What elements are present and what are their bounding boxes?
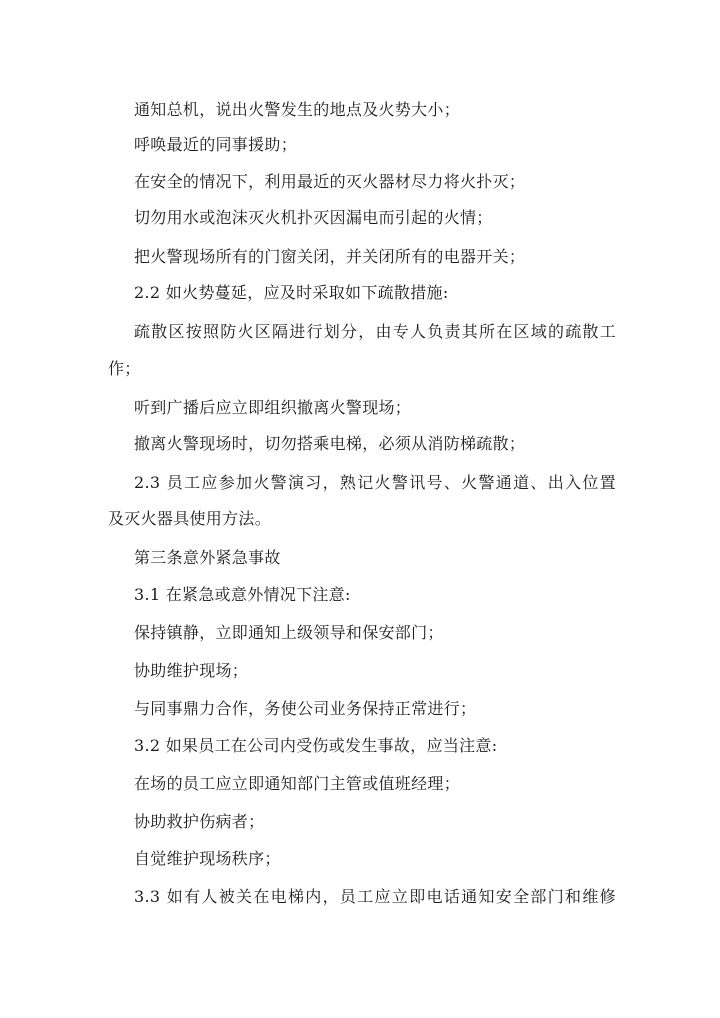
article-heading: 第三条意外紧急事故 bbox=[134, 548, 281, 567]
text-line: 撤离火警现场时，切勿搭乘电梯，必须从消防梯疏散； bbox=[134, 434, 526, 453]
section-heading: 3.3 如有人被关在电梯内，员工应立即电话通知安全部门和维修 bbox=[134, 887, 616, 906]
section-heading: 2.2 如火势蔓延，应及时采取如下疏散措施: bbox=[134, 283, 449, 302]
text-line: 及灭火器具使用方法。 bbox=[108, 509, 272, 528]
text-line: 通知总机，说出火警发生的地点及火势大小； bbox=[134, 100, 461, 119]
text-line: 协助维护现场； bbox=[134, 661, 249, 680]
text-line: 自觉维护现场秩序； bbox=[134, 849, 281, 868]
text-line: 与同事鼎力合作，务使公司业务保持正常进行； bbox=[134, 699, 477, 718]
text-line: 听到广播后应立即组织撤离火警现场； bbox=[134, 398, 412, 417]
section-heading: 3.2 如果员工在公司内受伤或发生事故，应当注意: bbox=[134, 736, 498, 755]
text-line: 在场的员工应立即通知部门主管或值班经理； bbox=[134, 774, 461, 793]
text-line: 协助救护伤病者； bbox=[134, 812, 265, 831]
section-heading: 3.1 在紧急或意外情况下注意: bbox=[134, 585, 351, 604]
text-line: 切勿用水或泡沫灭火机扑灭因漏电而引起的火情； bbox=[134, 208, 493, 227]
text-line: 呼唤最近的同事援助； bbox=[134, 135, 298, 154]
text-line: 把火警现场所有的门窗关闭，并关闭所有的电器开关； bbox=[134, 247, 526, 266]
text-line: 保持镇静，立即通知上级领导和保安部门； bbox=[134, 623, 444, 642]
text-line: 作； bbox=[108, 359, 141, 378]
text-line: 在安全的情况下，利用最近的灭火器材尽力将火扑灭； bbox=[134, 172, 526, 191]
text-line: 疏散区按照防火区隔进行划分，由专人负责其所在区域的疏散工 bbox=[134, 322, 616, 341]
section-heading: 2.3 员工应参加火警演习，熟记火警讯号、火警通道、出入位置 bbox=[134, 473, 616, 492]
